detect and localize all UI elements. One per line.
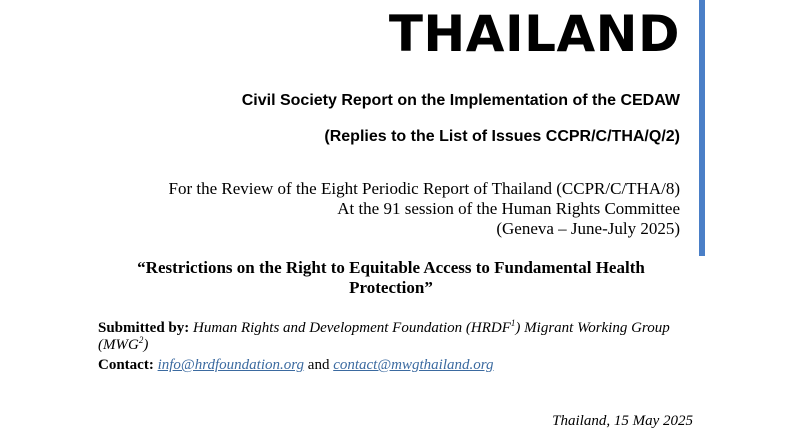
org-1-name: Human Rights and Development Foundation (HRDF bbox=[193, 320, 511, 336]
contact-line bbox=[98, 356, 494, 374]
country-title: THAILAND bbox=[388, 5, 680, 63]
review-line-1: For the Review of the Eight Periodic Report of Thailand (CCPR/C/THA/8) bbox=[168, 179, 680, 198]
email-link-hrdf[interactable]: info@hrdfoundation.org bbox=[157, 357, 305, 373]
org-2-name: Migrant Working Group (MWG bbox=[98, 320, 670, 353]
review-line-3: (Geneva – June-July 2025) bbox=[496, 219, 680, 238]
report-date: Thailand, 15 May 2025 bbox=[552, 413, 693, 429]
org-2-close: ) bbox=[143, 337, 149, 353]
submitted-by bbox=[98, 320, 698, 354]
report-title: “Restrictions on the Right to Equitable Access to Fundamental Health Protection” bbox=[137, 258, 645, 297]
review-block bbox=[168, 179, 680, 239]
email-link-mwg[interactable]: contact@mwgthailand.org bbox=[333, 357, 494, 373]
footnote-1[interactable]: 1 bbox=[510, 318, 516, 328]
contact-label: Contact: bbox=[98, 357, 154, 373]
org-1-close: ) bbox=[515, 320, 521, 336]
review-line-2: At the 91 session of the Human Rights Committee bbox=[337, 199, 680, 218]
report-subtitle: Civil Society Report on the Implementation of the CEDAW bbox=[241, 92, 680, 109]
submitted-by-label: Submitted by: bbox=[98, 320, 190, 336]
replies-line: (Replies to the List of Issues CCPR/C/THA/Q/2) bbox=[324, 128, 680, 145]
contact-joiner: and bbox=[307, 357, 330, 373]
footnote-2[interactable]: 2 bbox=[138, 335, 144, 345]
accent-bar bbox=[699, 0, 705, 256]
